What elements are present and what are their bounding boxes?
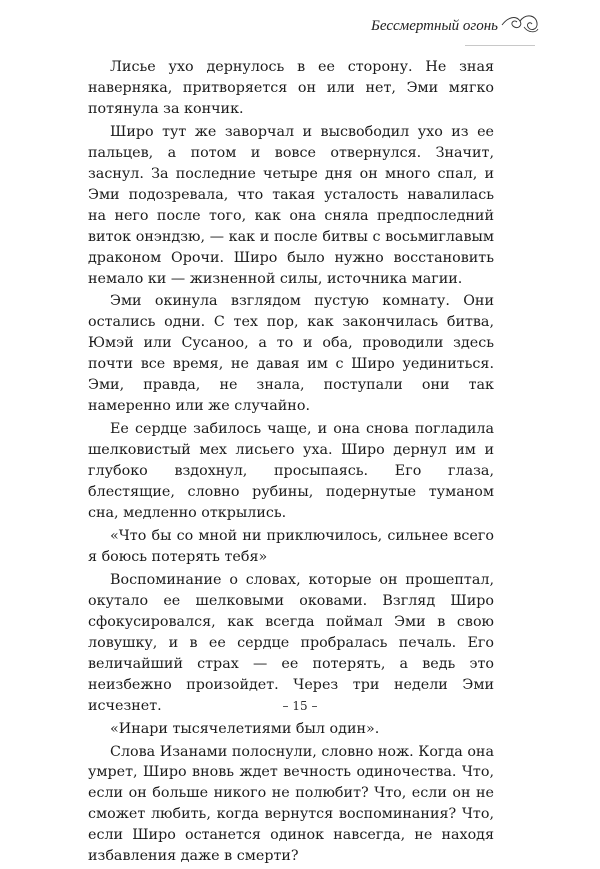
paragraph: «Инари тысячелетиями был один». xyxy=(110,720,380,737)
paragraph: Ее сердце забилось чаще, и она снова погладила шелковистый мех лисьего уха. Широ дернул им и глубоко вздохнул, просыпаясь. Его глаза, блестящие, словно рубины, подернутые туманом сна, медленно открылись. xyxy=(88,421,494,522)
paragraph: Широ тут же заворчал и высвободил ухо из ее пальцев, а потом и вовсе отвернулся. Значит, заснул. За последние четыре дня он много спал, и Эми подозревала, что такая усталость навалилась на него после того, как она сняла предпоследний виток онэндзю, — как и после битвы с восьмиглавым драконом Орочи. Широ было нужно восстановить немало ки — жизненной силы, источника магии. xyxy=(88,123,494,287)
swirl-ornament-icon xyxy=(500,11,540,39)
paragraph: Лисье ухо дернулось в ее сторону. Не зная наверняка, притворяется он или нет, Эми мягко потянула за кончик. xyxy=(88,59,494,117)
paragraph: Слова Изанами полоснули, словно нож. Когда она умрет, Широ вновь ждет вечность одиночества. Что, если он больше никого не полюбит? Что, если он не сможет любить, когда вернутся воспоминания? Что, если Широ останется одинок навсегда, не находя избавления даже в смерти? xyxy=(88,743,494,865)
paragraph: «Что бы со мной ни приключилось, сильнее всего я боюсь потерять тебя» xyxy=(88,527,494,565)
header-divider xyxy=(465,45,535,46)
paragraph: Эми окинула взглядом пустую комнату. Они остались одни. С тех пор, как закончилась битва, Юмэй или Сусаноо, а то и оба, проводили здесь почти все время, не давая им с Широ уединиться. Эми, правда, не знала, поступали они так намеренно или же случайно. xyxy=(88,293,494,415)
paragraph: Воспоминание о словах, которые он прошептал, окутало ее шелковыми оковами. Взгляд Широ сфокусировался, как всегда поймал Эми в свою ловушку, и в ее сердце пробралась печаль. Его величайший страх — ее потерять, а ведь это неизбежно произойдет. Через три недели Эми исчезнет. xyxy=(88,571,494,714)
page-number: – 15 – xyxy=(282,699,318,713)
body-text xyxy=(88,57,494,869)
book-title: Бессмертный огонь xyxy=(371,18,498,34)
running-head xyxy=(371,14,540,39)
